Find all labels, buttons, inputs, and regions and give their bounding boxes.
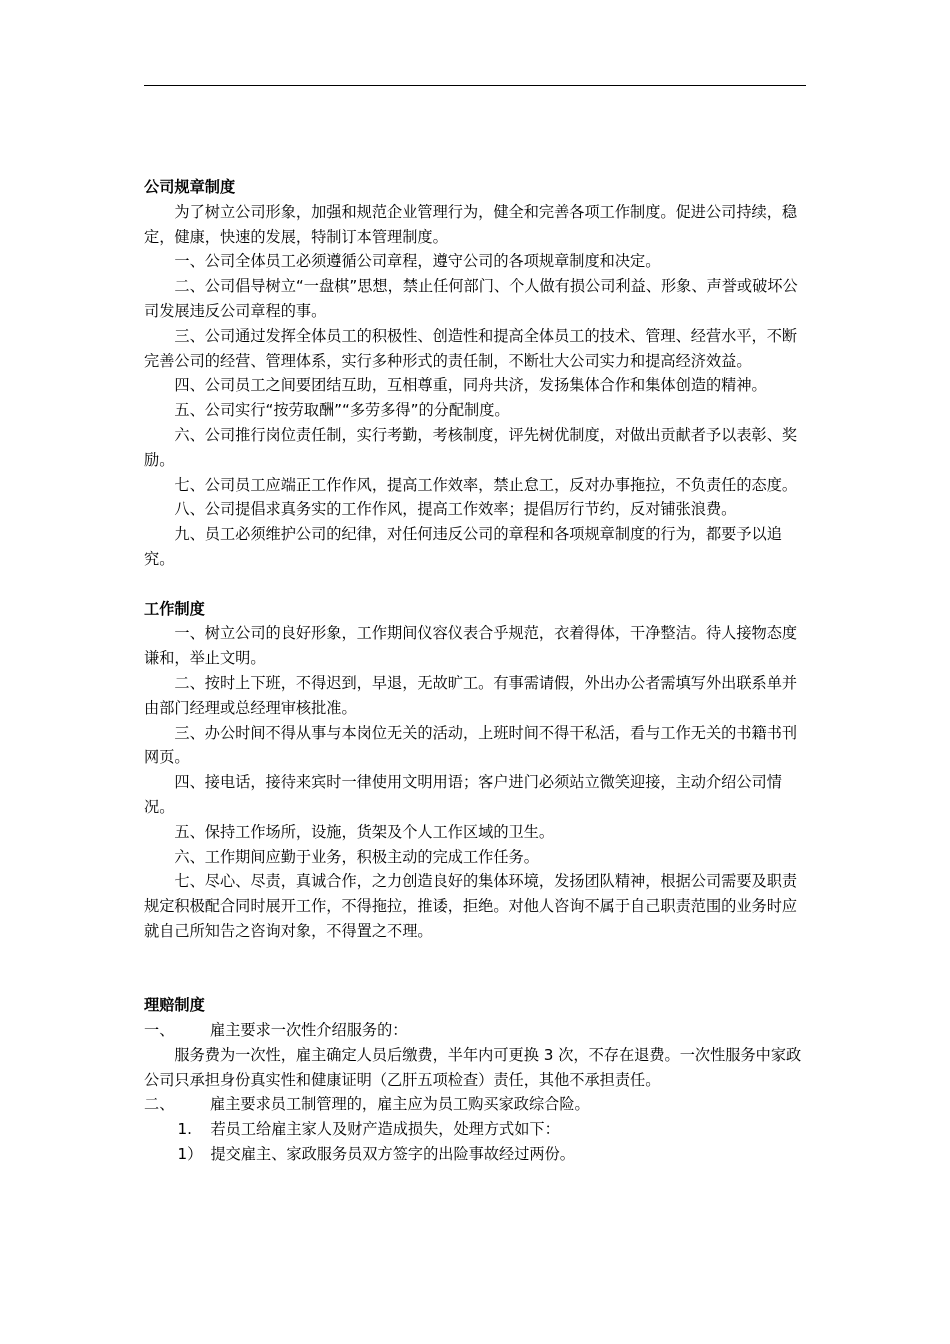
claims-subitem-1-text: 若员工给雇主家人及财产造成损失，处理方式如下： <box>210 1120 560 1139</box>
claims-item-2-number: 二、 <box>144 1095 175 1114</box>
rules-paragraph: 二、公司倡导树立“一盘棋”思想，禁止任何部门、个人做有损公司利益、形象、声誉或破坏公司发展违反公司章程的事。 <box>144 277 798 320</box>
claims-subitem-2-text: 提交雇主、家政服务员双方签字的出险事故经过两份。 <box>210 1145 575 1164</box>
claims-subitem-1 <box>144 1117 808 1142</box>
claims-item-1 <box>144 1018 808 1043</box>
claims-subitem-1-number: 1. <box>177 1120 192 1139</box>
section-title-claims: 理赔制度 <box>144 996 205 1015</box>
rules-paragraph: 七、公司员工应端正工作作风，提高工作效率，禁止怠工，反对办事拖拉，不负责任的态度。 <box>174 475 798 494</box>
claims-item-2-text: 雇主要求员工制管理的，雇主应为员工购买家政综合险。 <box>210 1095 590 1114</box>
header-rule <box>144 85 806 86</box>
rules-paragraph: 为了树立公司形象，加强和规范企业管理行为，健全和完善各项工作制度。促进公司持续，稳定，健康，快速的发展，特制订本管理制度。 <box>144 202 798 246</box>
work-paragraph: 二、按时上下班，不得迟到，早退，无故旷工。有事需请假，外出办公者需填写外出联系单并由部门经理或总经理审核批准。 <box>144 673 798 717</box>
work-paragraph: 四、接电话，接待来宾时一律使用文明用语；客户进门必须站立微笑迎接，主动介绍公司情况。 <box>144 773 782 816</box>
rules-paragraph: 三、公司通过发挥全体员工的积极性、创造性和提高全体员工的技术、管理、经营水平，不断完善公司的经营、管理体系，实行多种形式的责任制，不断壮大公司实力和提高经济效益。 <box>144 326 798 370</box>
claims-item-1-body: 服务费为一次性，雇主确定人员后缴费，半年内可更换 3 次，不存在退费。一次性服务中家政公司只承担身份真实性和健康证明（乙肝五项检查）责任，其他不承担责任。 <box>144 1045 802 1089</box>
rules-paragraph: 九、员工必须维护公司的纪律，对任何违反公司的章程和各项规章制度的行为，都要予以追究。 <box>144 525 782 568</box>
rules-paragraph: 四、公司员工之间要团结互助，互相尊重，同舟共济，发扬集体合作和集体创造的精神。 <box>174 376 767 395</box>
claims-item-1-text: 雇主要求一次性介绍服务的： <box>210 1021 408 1040</box>
section-title-work: 工作制度 <box>144 599 205 618</box>
work-paragraph: 六、工作期间应勤于业务，积极主动的完成工作任务。 <box>174 847 539 866</box>
claims-subitem-2-number: 1） <box>177 1145 203 1164</box>
claims-subitem-2 <box>144 1142 808 1167</box>
rules-paragraph: 一、公司全体员工必须遵循公司章程，遵守公司的各项规章制度和决定。 <box>174 252 661 271</box>
rules-paragraph: 五、公司实行“按劳取酬”“多劳多得”的分配制度。 <box>174 401 510 420</box>
claims-item-2 <box>144 1092 808 1117</box>
work-paragraph: 五、保持工作场所，设施，货架及个人工作区域的卫生。 <box>174 822 555 841</box>
rules-paragraph: 六、公司推行岗位责任制，实行考勤，考核制度，评先树优制度，对做出贡献者予以表彰、奖励。 <box>144 425 798 469</box>
work-paragraph: 七、尽心、尽责，真诚合作，之力创造良好的集体环境，发扬团队精神，根据公司需要及职责规定积极配合同时展开工作，不得拖拉，推诿，拒绝。对他人咨询不属于自己职责范围的业务时应就自己所知告之咨询对象，不得置之不理。 <box>144 872 798 940</box>
section-title-rules: 公司规章制度 <box>144 178 236 196</box>
rules-paragraph: 八、公司提倡求真务实的工作作风，提高工作效率；提倡厉行节约，反对铺张浪费。 <box>174 500 737 519</box>
work-paragraph: 一、树立公司的良好形象，工作期间仪容仪表合乎规范，衣着得体，干净整洁。待人接物态度谦和，举止文明。 <box>144 624 798 668</box>
claims-item-1-number: 一、 <box>144 1021 175 1040</box>
work-paragraph: 三、办公时间不得从事与本岗位无关的活动，上班时间不得干私活，看与工作无关的书籍书刊网页。 <box>144 723 798 767</box>
document-body <box>144 175 808 1167</box>
